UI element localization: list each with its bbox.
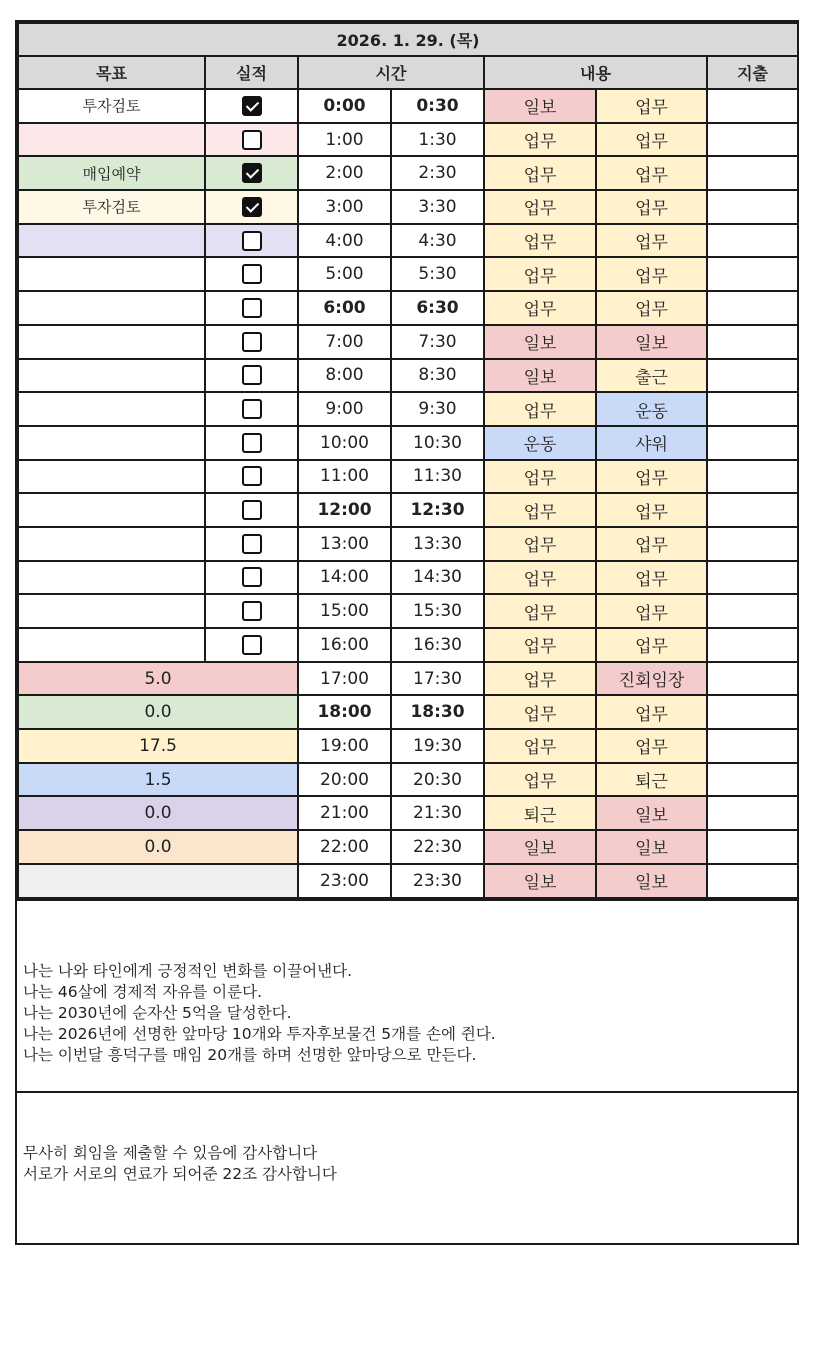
expense-cell[interactable] (707, 594, 798, 628)
done-cell (205, 392, 298, 426)
time-start-cell: 13:00 (298, 527, 391, 561)
time-start-cell: 5:00 (298, 257, 391, 291)
header-goal: 목표 (18, 56, 205, 89)
affirmation-line: 나는 46살에 경제적 자유를 이룬다. (23, 982, 263, 1001)
time-start-cell: 2:00 (298, 156, 391, 190)
done-cell (205, 493, 298, 527)
goal-cell[interactable] (18, 359, 205, 393)
unchecked-checkbox[interactable] (242, 365, 262, 385)
goal-cell[interactable] (18, 392, 205, 426)
expense-cell[interactable] (707, 662, 798, 696)
done-cell (205, 325, 298, 359)
time-half-cell: 7:30 (391, 325, 484, 359)
summary-row (18, 830, 798, 864)
schedule-row (18, 123, 798, 157)
unchecked-checkbox[interactable] (242, 601, 262, 621)
content-cell-second[interactable]: 업무 (596, 695, 707, 729)
content-cell-second[interactable]: 업무 (596, 257, 707, 291)
goal-cell[interactable] (18, 527, 205, 561)
header-done: 실적 (205, 56, 298, 89)
expense-cell[interactable] (707, 325, 798, 359)
done-cell (205, 594, 298, 628)
goal-cell[interactable] (18, 493, 205, 527)
time-start-cell: 4:00 (298, 224, 391, 258)
unchecked-checkbox[interactable] (242, 635, 262, 655)
content-cell-second[interactable]: 샤워 (596, 426, 707, 460)
expense-cell[interactable] (707, 729, 798, 763)
content-cell-second[interactable]: 퇴근 (596, 763, 707, 797)
unchecked-checkbox[interactable] (242, 298, 262, 318)
content-cell-first[interactable]: 퇴근 (484, 796, 596, 830)
time-start-cell: 21:00 (298, 796, 391, 830)
category-total-cell: 5.0 (18, 662, 298, 696)
goal-cell[interactable] (18, 594, 205, 628)
time-start-cell: 14:00 (298, 561, 391, 595)
content-cell-second[interactable]: 업무 (596, 190, 707, 224)
unchecked-checkbox[interactable] (242, 264, 262, 284)
time-half-cell: 2:30 (391, 156, 484, 190)
content-cell-second[interactable]: 업무 (596, 224, 707, 258)
goal-cell[interactable]: 투자검토 (18, 190, 205, 224)
summary-row (18, 763, 798, 797)
content-cell-second[interactable]: 일보 (596, 796, 707, 830)
time-half-cell: 17:30 (391, 662, 484, 696)
unchecked-checkbox[interactable] (242, 534, 262, 554)
content-cell-first[interactable]: 업무 (484, 224, 596, 258)
content-cell-second[interactable]: 업무 (596, 594, 707, 628)
content-cell-first[interactable]: 업무 (484, 460, 596, 494)
goal-cell[interactable]: 투자검토 (18, 89, 205, 123)
content-cell-first[interactable]: 업무 (484, 123, 596, 157)
affirmation-line: 나는 2026년에 선명한 앞마당 10개와 투자후보물건 5개를 손에 쥔다. (23, 1024, 496, 1043)
header-content: 내용 (484, 56, 707, 89)
done-cell (205, 561, 298, 595)
expense-cell[interactable] (707, 123, 798, 157)
affirmation-line: 나는 이번달 흥덕구를 매임 20개를 하며 선명한 앞마당으로 만든다. (23, 1045, 477, 1064)
expense-cell[interactable] (707, 89, 798, 123)
content-cell-second[interactable]: 업무 (596, 628, 707, 662)
content-cell-first[interactable]: 업무 (484, 156, 596, 190)
content-cell-second[interactable]: 업무 (596, 89, 707, 123)
schedule-row (18, 460, 798, 494)
time-half-cell: 20:30 (391, 763, 484, 797)
schedule-row (18, 493, 798, 527)
expense-cell[interactable] (707, 392, 798, 426)
time-start-cell: 18:00 (298, 695, 391, 729)
time-half-cell: 5:30 (391, 257, 484, 291)
time-half-cell: 19:30 (391, 729, 484, 763)
unchecked-checkbox[interactable] (242, 332, 262, 352)
content-cell-first[interactable]: 업무 (484, 729, 596, 763)
schedule-row (18, 561, 798, 595)
unchecked-checkbox[interactable] (242, 399, 262, 419)
time-half-cell: 21:30 (391, 796, 484, 830)
time-start-cell: 1:00 (298, 123, 391, 157)
time-half-cell: 8:30 (391, 359, 484, 393)
expense-cell[interactable] (707, 156, 798, 190)
content-cell-first[interactable]: 업무 (484, 257, 596, 291)
time-half-cell: 1:30 (391, 123, 484, 157)
goal-cell[interactable] (18, 257, 205, 291)
content-cell-second[interactable]: 진회임장 (596, 662, 707, 696)
unchecked-checkbox[interactable] (242, 433, 262, 453)
done-cell (205, 156, 298, 190)
content-cell-first[interactable]: 업무 (484, 628, 596, 662)
category-total-cell: 1.5 (18, 763, 298, 797)
expense-cell[interactable] (707, 224, 798, 258)
schedule-row (18, 527, 798, 561)
schedule-row (18, 257, 798, 291)
time-half-cell: 11:30 (391, 460, 484, 494)
content-cell-first[interactable]: 운동 (484, 426, 596, 460)
time-start-cell: 19:00 (298, 729, 391, 763)
schedule-row (18, 594, 798, 628)
unchecked-checkbox[interactable] (242, 231, 262, 251)
expense-cell[interactable] (707, 561, 798, 595)
done-cell (205, 359, 298, 393)
time-start-cell: 16:00 (298, 628, 391, 662)
goal-cell[interactable] (18, 628, 205, 662)
time-start-cell: 22:00 (298, 830, 391, 864)
time-half-cell: 12:30 (391, 493, 484, 527)
goal-cell[interactable] (18, 224, 205, 258)
goal-cell[interactable] (18, 291, 205, 325)
category-total-cell: 0.0 (18, 830, 298, 864)
done-cell (205, 190, 298, 224)
time-start-cell: 17:00 (298, 662, 391, 696)
summary-row (18, 662, 798, 696)
time-half-cell: 18:30 (391, 695, 484, 729)
time-half-cell: 22:30 (391, 830, 484, 864)
goal-cell[interactable] (18, 123, 205, 157)
content-cell-second[interactable]: 일보 (596, 325, 707, 359)
content-cell-second[interactable]: 업무 (596, 561, 707, 595)
schedule-row (18, 156, 798, 190)
affirmations-box (17, 899, 797, 1091)
summary-row (18, 864, 798, 898)
category-total-cell: 17.5 (18, 729, 298, 763)
time-half-cell: 16:30 (391, 628, 484, 662)
unchecked-checkbox[interactable] (242, 500, 262, 520)
content-cell-second[interactable]: 업무 (596, 527, 707, 561)
expense-cell[interactable] (707, 190, 798, 224)
time-half-cell: 6:30 (391, 291, 484, 325)
category-total-cell: 0.0 (18, 796, 298, 830)
header-time: 시간 (298, 56, 484, 89)
time-start-cell: 11:00 (298, 460, 391, 494)
checked-checkbox[interactable] (242, 197, 262, 217)
expense-cell[interactable] (707, 291, 798, 325)
content-cell-first[interactable]: 업무 (484, 561, 596, 595)
schedule-row (18, 89, 798, 123)
expense-cell[interactable] (707, 359, 798, 393)
content-cell-second[interactable]: 업무 (596, 729, 707, 763)
checked-checkbox[interactable] (242, 96, 262, 116)
content-cell-first[interactable]: 업무 (484, 662, 596, 696)
done-cell (205, 628, 298, 662)
goal-cell[interactable] (18, 325, 205, 359)
time-start-cell: 10:00 (298, 426, 391, 460)
unchecked-checkbox[interactable] (242, 130, 262, 150)
schedule-row (18, 190, 798, 224)
time-half-cell: 10:30 (391, 426, 484, 460)
content-cell-second[interactable]: 업무 (596, 460, 707, 494)
checked-checkbox[interactable] (242, 163, 262, 183)
done-cell (205, 123, 298, 157)
content-cell-first[interactable]: 일보 (484, 359, 596, 393)
schedule-row (18, 224, 798, 258)
done-cell (205, 291, 298, 325)
content-cell-first[interactable]: 일보 (484, 325, 596, 359)
content-cell-first[interactable]: 업무 (484, 190, 596, 224)
time-half-cell: 15:30 (391, 594, 484, 628)
time-start-cell: 7:00 (298, 325, 391, 359)
time-start-cell: 3:00 (298, 190, 391, 224)
content-cell-first[interactable]: 일보 (484, 830, 596, 864)
summary-row (18, 729, 798, 763)
category-total-cell: 0.0 (18, 695, 298, 729)
content-cell-first[interactable]: 일보 (484, 89, 596, 123)
done-cell (205, 89, 298, 123)
gratitude-line: 서로가 서로의 연료가 되어준 22조 감사합니다 (23, 1164, 337, 1183)
goal-cell[interactable]: 매입예약 (18, 156, 205, 190)
time-half-cell: 3:30 (391, 190, 484, 224)
goal-cell[interactable] (18, 426, 205, 460)
time-start-cell: 12:00 (298, 493, 391, 527)
content-cell-first[interactable]: 업무 (484, 291, 596, 325)
time-start-cell: 8:00 (298, 359, 391, 393)
summary-row (18, 695, 798, 729)
time-start-cell: 9:00 (298, 392, 391, 426)
schedule-row (18, 291, 798, 325)
unchecked-checkbox[interactable] (242, 567, 262, 587)
schedule-row (18, 392, 798, 426)
schedule-table (17, 22, 799, 899)
content-cell-second[interactable]: 업무 (596, 493, 707, 527)
affirmation-line: 나는 2030년에 순자산 5억을 달성한다. (23, 1003, 292, 1022)
content-cell-first[interactable]: 업무 (484, 392, 596, 426)
content-cell-second[interactable]: 업무 (596, 156, 707, 190)
content-cell-first[interactable]: 업무 (484, 493, 596, 527)
time-start-cell: 23:00 (298, 864, 391, 898)
expense-cell[interactable] (707, 796, 798, 830)
done-cell (205, 257, 298, 291)
gratitude-box (17, 1091, 797, 1243)
time-start-cell: 15:00 (298, 594, 391, 628)
done-cell (205, 460, 298, 494)
time-half-cell: 4:30 (391, 224, 484, 258)
content-cell-first[interactable]: 업무 (484, 594, 596, 628)
time-start-cell: 0:00 (298, 89, 391, 123)
goal-cell[interactable] (18, 561, 205, 595)
expense-cell[interactable] (707, 460, 798, 494)
expense-cell[interactable] (707, 426, 798, 460)
content-cell-first[interactable]: 업무 (484, 763, 596, 797)
gratitude-line: 무사히 회임을 제출할 수 있음에 감사합니다 (23, 1143, 318, 1162)
time-half-cell: 9:30 (391, 392, 484, 426)
time-half-cell: 0:30 (391, 89, 484, 123)
content-cell-first[interactable]: 업무 (484, 695, 596, 729)
time-start-cell: 20:00 (298, 763, 391, 797)
time-half-cell: 13:30 (391, 527, 484, 561)
content-cell-second[interactable]: 일보 (596, 830, 707, 864)
daily-planner-sheet (15, 20, 799, 1245)
time-half-cell: 14:30 (391, 561, 484, 595)
done-cell (205, 527, 298, 561)
expense-cell[interactable] (707, 493, 798, 527)
content-cell-first[interactable]: 업무 (484, 527, 596, 561)
expense-cell[interactable] (707, 830, 798, 864)
expense-cell[interactable] (707, 695, 798, 729)
content-cell-second[interactable]: 출근 (596, 359, 707, 393)
expense-cell[interactable] (707, 257, 798, 291)
header-expense: 지출 (707, 56, 798, 89)
affirmation-line: 나는 나와 타인에게 긍정적인 변화를 이끌어낸다. (23, 961, 353, 980)
content-cell-second[interactable]: 업무 (596, 123, 707, 157)
date-title: 2026. 1. 29. (목) (18, 23, 798, 56)
expense-cell[interactable] (707, 628, 798, 662)
expense-cell[interactable] (707, 763, 798, 797)
schedule-row (18, 426, 798, 460)
done-cell (205, 426, 298, 460)
done-cell (205, 224, 298, 258)
schedule-row (18, 628, 798, 662)
schedule-row (18, 359, 798, 393)
content-cell-second[interactable]: 일보 (596, 864, 707, 898)
unchecked-checkbox[interactable] (242, 466, 262, 486)
expense-cell[interactable] (707, 527, 798, 561)
category-total-cell (18, 864, 298, 898)
time-half-cell: 23:30 (391, 864, 484, 898)
expense-cell[interactable] (707, 864, 798, 898)
content-cell-second[interactable]: 업무 (596, 291, 707, 325)
content-cell-first[interactable]: 일보 (484, 864, 596, 898)
schedule-row (18, 325, 798, 359)
content-cell-second[interactable]: 운동 (596, 392, 707, 426)
goal-cell[interactable] (18, 460, 205, 494)
time-start-cell: 6:00 (298, 291, 391, 325)
summary-row (18, 796, 798, 830)
